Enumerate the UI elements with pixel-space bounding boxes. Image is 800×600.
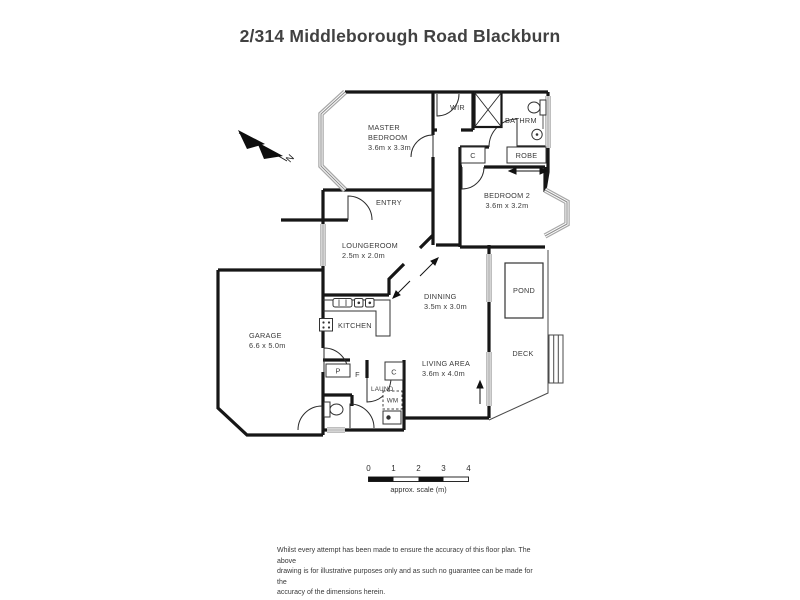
room-label-living: LIVING AREA — [422, 359, 471, 368]
room-label-master-bedroom-2: BEDROOM — [368, 133, 408, 142]
room-dims-living: 3.6m x 4.0m — [422, 369, 465, 378]
room-dims-dinning: 3.5m x 3.0m — [424, 302, 467, 311]
wc-toilet-icon — [324, 402, 343, 417]
room-label-kitchen: KITCHEN — [338, 321, 372, 330]
room-dims-garage: 6.6 x 5.0m — [249, 341, 286, 350]
shower-icon — [475, 93, 502, 128]
room-label-deck: DECK — [512, 349, 534, 358]
label-pantry: P — [335, 366, 341, 376]
room-label-laundry: LAUND — [371, 386, 394, 393]
label-cupboard-hall: C — [470, 151, 476, 160]
room-label-loungeroom: LOUNGEROOM — [342, 241, 399, 250]
room-dims-master-bedroom: 3.6m x 3.3m — [368, 143, 411, 152]
label-fridge: F — [355, 370, 360, 379]
room-label-bathroom: BATHRM — [505, 116, 537, 125]
scale-tick-1: 1 — [391, 464, 396, 473]
toilet-icon — [528, 100, 546, 115]
disclaimer-line: accuracy of the dimensions herein. — [277, 589, 386, 596]
windows — [321, 92, 567, 430]
label-cupboard-laundry: C — [391, 367, 397, 377]
room-label-entry: ENTRY — [376, 198, 402, 207]
oven-icon — [320, 319, 333, 332]
room-label-dinning: DINNING — [424, 292, 457, 301]
room-label-garage: GARAGE — [249, 331, 282, 340]
scale-tick-0: 0 — [366, 464, 371, 473]
page-title: 2/314 Middleborough Road Blackburn — [239, 26, 561, 46]
laundry-trough-icon — [383, 411, 401, 424]
room-label-robe: ROBE — [515, 151, 538, 160]
room-dims-bedroom2: 3.6m x 3.2m — [485, 201, 529, 210]
sink-icon — [333, 299, 352, 308]
room-label-pond: POND — [512, 286, 536, 295]
room-label-wir: WIR — [450, 103, 465, 112]
deck-steps — [549, 335, 563, 383]
north-label: N — [284, 152, 297, 166]
scale-tick-4: 4 — [466, 464, 471, 473]
scale-bar — [366, 464, 471, 494]
room-label-bedroom2: BEDROOM 2 — [483, 191, 531, 200]
scale-tick-3: 3 — [441, 464, 446, 473]
label-washing-machine: WM — [386, 397, 399, 405]
room-dims-loungeroom: 2.5m x 2.0m — [342, 251, 385, 260]
disclaimer-line: drawing is for illustrative purposes only and as such no guarantee can be made for the — [277, 568, 533, 586]
scale-tick-2: 2 — [416, 464, 421, 473]
scale-caption: approx. scale (m) — [390, 485, 447, 494]
north-arrow-icon — [238, 130, 297, 165]
disclaimer-line: Whilst every attempt has been made to ensure the accuracy of this floor plan. The above — [277, 547, 531, 565]
disclaimer — [277, 546, 543, 599]
room-label-master-bedroom: MASTER — [368, 123, 400, 132]
